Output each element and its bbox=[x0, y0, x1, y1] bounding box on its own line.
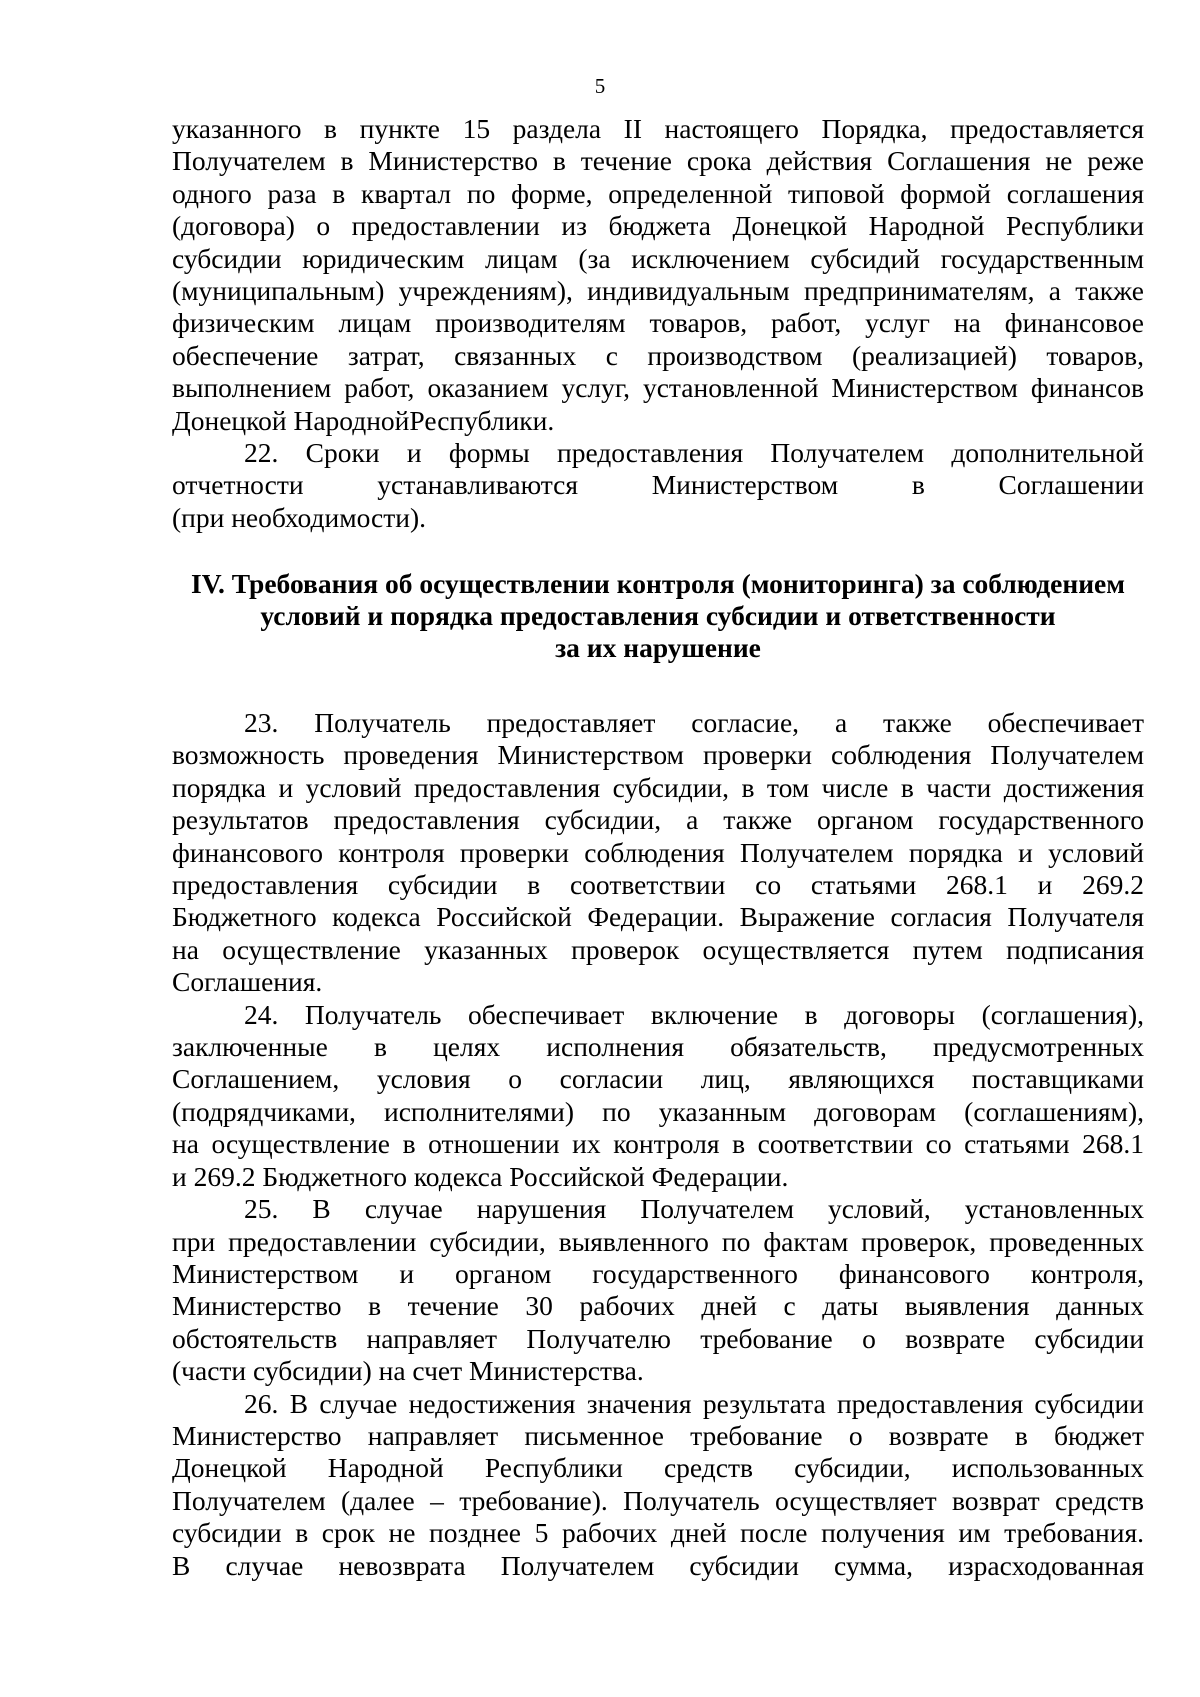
text-line: (муниципальным) учреждениям), индивидуальным предпринимателям, а также bbox=[172, 275, 1144, 307]
text-line: 23. Получатель предоставляет согласие, а также обеспечивает bbox=[244, 707, 1144, 738]
text-line: В случае невозврата Получателем субсидии сумма, израсходованная bbox=[172, 1549, 1144, 1581]
text-line: (при необходимости). bbox=[172, 501, 427, 533]
text-line: Получателем в Министерство в течение срока действия Соглашения не реже bbox=[172, 145, 1144, 177]
text-block-top bbox=[172, 113, 1144, 534]
text-line: 24. Получатель обеспечивает включение в договоры (соглашения), bbox=[244, 998, 1144, 1030]
text-line: Соглашением, условия о согласии лиц, являющихся поставщиками bbox=[172, 1063, 1144, 1095]
heading-line: за их нарушение bbox=[555, 632, 761, 663]
heading-line: условий и порядка предоставления субсидии и ответственности bbox=[260, 600, 1056, 631]
text-line: указанного в пункте 15 раздела II настоящего Порядка, предоставляется bbox=[172, 113, 1144, 144]
text-line: выполнением работ, оказанием услуг, установленной Министерством финансов bbox=[172, 372, 1144, 404]
text-line: (части субсидии) на счет Министерства. bbox=[172, 1355, 644, 1387]
text-line: возможность проведения Министерством проверки соблюдения Получателем bbox=[172, 739, 1144, 771]
text-line: Донецкой НароднойРеспублики. bbox=[172, 404, 555, 436]
paragraph-26 bbox=[172, 1388, 1144, 1582]
text-line: субсидии юридическим лицам (за исключением субсидий государственным bbox=[172, 242, 1144, 274]
text-line: обеспечение затрат, связанных с производством (реализацией) товаров, bbox=[172, 339, 1144, 371]
paragraph-23 bbox=[172, 707, 1144, 999]
page-number: 5 bbox=[594, 74, 606, 98]
text-line: 26. В случае недостижения значения результата предоставления субсидии bbox=[244, 1387, 1144, 1419]
text-line: предоставления субсидии в соответствии со статьями 268.1 и 269.2 bbox=[172, 869, 1144, 901]
text-line: физическим лицам производителям товаров, работ, услуг на финансовое bbox=[172, 307, 1144, 339]
paragraph-15-continuation bbox=[172, 113, 1144, 437]
text-line: Донецкой Народной Республики средств субсидии, использованных bbox=[172, 1452, 1144, 1484]
text-line: финансового контроля проверки соблюдения Получателем порядка и условий bbox=[172, 836, 1144, 868]
text-line: Министерство в течение 30 рабочих дней с даты выявления данных bbox=[172, 1290, 1144, 1322]
text-line: Министерство направляет письменное требование о возврате в бюджет bbox=[172, 1419, 1144, 1451]
text-line: 22. Сроки и формы предоставления Получателем дополнительной bbox=[244, 437, 1144, 469]
text-line: Соглашения. bbox=[172, 966, 323, 998]
text-block-bottom bbox=[172, 707, 1144, 1582]
text-line: порядка и условий предоставления субсидии, в том числе в части достижения bbox=[172, 771, 1144, 803]
text-line: субсидии в срок не позднее 5 рабочих дней после получения им требования. bbox=[172, 1517, 1144, 1549]
text-line: результатов предоставления субсидии, а также органом государственного bbox=[172, 804, 1144, 836]
text-line: (договора) о предоставлении из бюджета Донецкой Народной Республики bbox=[172, 210, 1144, 242]
section-heading bbox=[172, 568, 1144, 664]
text-line: на осуществление в отношении их контроля в соответствии со статьями 268.1 bbox=[172, 1128, 1144, 1160]
paragraph-22 bbox=[172, 437, 1144, 534]
text-line: Получателем (далее – требование). Получатель осуществляет возврат средств bbox=[172, 1484, 1144, 1516]
text-line: на осуществление указанных проверок осуществляется путем подписания bbox=[172, 933, 1144, 965]
heading-line: IV. Требования об осуществлении контроля (мониторинга) за соблюдением bbox=[191, 568, 1125, 599]
text-line: Бюджетного кодекса Российской Федерации. Выражение согласия Получателя bbox=[172, 901, 1144, 933]
text-line: 25. В случае нарушения Получателем условий, установленных bbox=[244, 1193, 1144, 1225]
paragraph-25 bbox=[172, 1193, 1144, 1387]
paragraph-24 bbox=[172, 999, 1144, 1193]
text-line: одного раза в квартал по форме, определенной типовой формой соглашения bbox=[172, 177, 1144, 209]
text-line: отчетности устанавливаются Министерством в Соглашении bbox=[172, 469, 1144, 501]
text-line: и 269.2 Бюджетного кодекса Российской Федерации. bbox=[172, 1160, 789, 1192]
text-line: при предоставлении субсидии, выявленного по фактам проверок, проведенных bbox=[172, 1225, 1144, 1257]
text-line: заключенные в целях исполнения обязательств, предусмотренных bbox=[172, 1031, 1144, 1063]
text-line: Министерством и органом государственного финансового контроля, bbox=[172, 1257, 1144, 1289]
text-line: (подрядчиками, исполнителями) по указанным договорам (соглашениям), bbox=[172, 1095, 1144, 1127]
text-line: обстоятельств направляет Получателю требование о возврате субсидии bbox=[172, 1322, 1144, 1354]
